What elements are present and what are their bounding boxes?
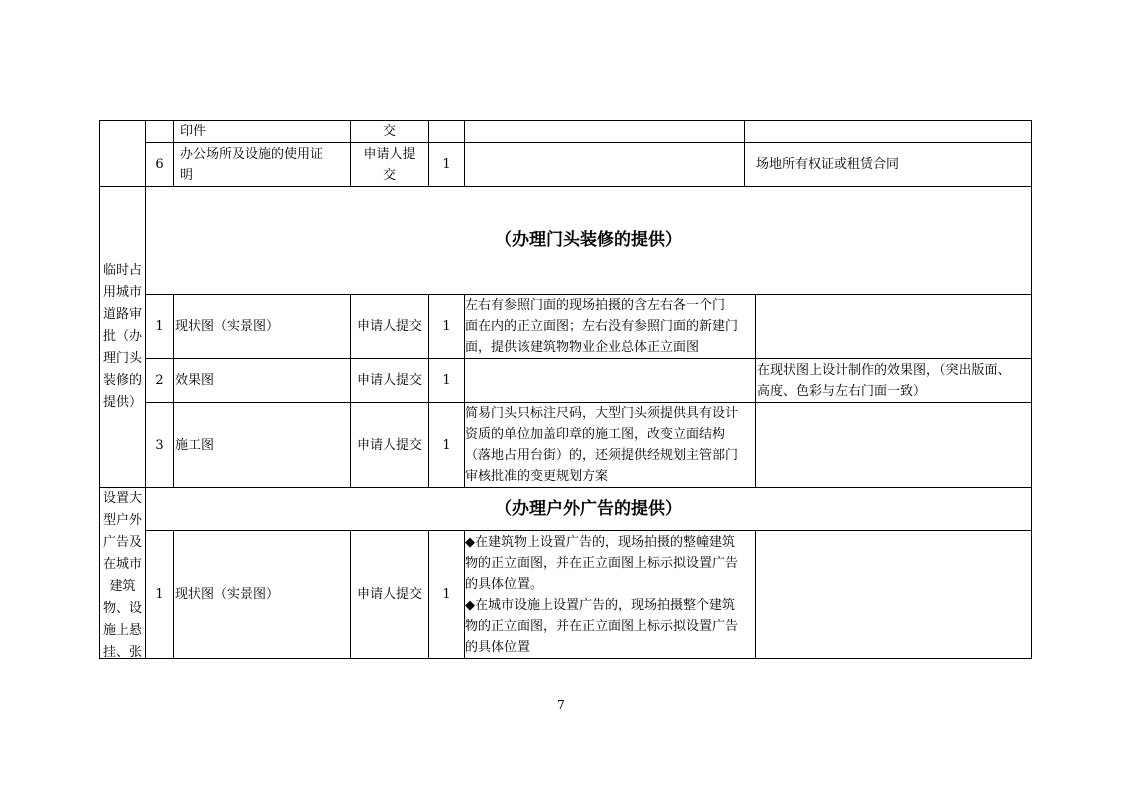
material-name: 施工图	[175, 437, 215, 453]
item-number-cell	[146, 143, 173, 186]
rule	[464, 120, 465, 186]
section-heading-cell	[146, 187, 1031, 294]
requirement-text: 简易门头只标注尺码，大型门头须提供具有设计 资质的单位加盖印章的施工图，改变立面结构 （落地占用台街）的，还须提供经规划主管部门 审核批准的变更规划方案	[465, 406, 739, 484]
note-cell	[757, 359, 1031, 402]
rule	[99, 658, 1032, 659]
material-name: 办公场所及设施的使用证 明	[180, 146, 324, 183]
submit-method: 申请人提交	[356, 373, 422, 388]
requirement-cell	[465, 295, 755, 358]
item-number: 3	[155, 437, 164, 453]
item-number-cell	[146, 403, 173, 487]
submit-method: 申请人提交	[356, 319, 422, 334]
rule	[1031, 120, 1032, 659]
page-number: 7	[557, 698, 565, 712]
note: 场地所有权证或租赁合同	[756, 157, 900, 172]
copy-count: 1	[442, 587, 451, 602]
submit-method-cell	[351, 295, 428, 358]
material-name-cell	[175, 359, 349, 402]
copy-count: 1	[442, 373, 451, 388]
submit-method-cell	[351, 531, 428, 658]
material-name-cell	[180, 121, 348, 142]
material-name: 效果图	[175, 373, 215, 388]
rule	[173, 530, 174, 658]
item-number: 6	[155, 157, 164, 172]
note-cell	[756, 143, 1030, 186]
submit-method: 申请人提交	[356, 437, 422, 453]
requirement-text: 左右有参照门面的现场拍摄的含左右各一个门 面在内的正立面图；左右没有参照门面的新建门 面，提供该建筑物物业企业总体正立面图	[465, 298, 739, 355]
copy-count: 1	[442, 437, 451, 453]
item-number: 1	[155, 587, 164, 602]
material-name: 现状图（实景图）	[175, 587, 280, 602]
submit-method: 申请人提 交	[363, 146, 416, 183]
requirement-cell	[465, 531, 755, 658]
copy-count-cell	[429, 295, 464, 358]
copy-count-cell	[429, 403, 464, 487]
requirement-cell	[465, 403, 755, 487]
copy-count-cell	[429, 359, 464, 402]
submit-method: 申请人提交	[356, 587, 422, 602]
rule	[173, 294, 174, 487]
item-number-cell	[146, 531, 173, 658]
submit-method-cell	[351, 403, 428, 487]
section-heading: （办理门头装修的提供）	[495, 230, 682, 250]
section-heading: （办理户外广告的提供）	[495, 498, 682, 519]
material-name-cell	[175, 295, 349, 358]
rule	[173, 120, 174, 186]
material-name-cell	[180, 143, 348, 186]
copy-count-cell	[429, 531, 464, 658]
rule	[744, 120, 745, 186]
material-name-cell	[175, 403, 349, 487]
rule	[755, 294, 756, 487]
item-number-cell	[146, 359, 173, 402]
note: 在现状图上设计制作的效果图，（突出版面、 高度、色彩与左右门面一致）	[757, 362, 1011, 399]
category-cell	[100, 187, 145, 487]
category-label: 临时占 用城市 道路审 批（办 理门头 装修的 提供）	[102, 263, 142, 410]
submit-method-cell	[351, 121, 428, 142]
material-name: 印件	[180, 124, 207, 139]
material-name: 现状图（实景图）	[175, 319, 280, 334]
submit-method-cell	[351, 143, 428, 186]
category-label: 设置大 型户外 广告及 在城市 建筑 物、设 施上悬 挂、张	[102, 491, 142, 660]
item-number-cell	[146, 295, 173, 358]
category-cell	[100, 488, 145, 658]
item-number: 2	[155, 373, 164, 388]
submit-method: 交	[382, 124, 396, 139]
copy-count: 1	[442, 319, 451, 334]
copy-count-cell	[429, 143, 464, 186]
rule	[755, 530, 756, 658]
section-heading-cell	[146, 488, 1031, 530]
item-number: 1	[155, 319, 164, 334]
copy-count: 1	[442, 157, 451, 172]
submit-method-cell	[351, 359, 428, 402]
material-name-cell	[175, 531, 349, 658]
requirement-text: ◆在建筑物上设置广告的，现场拍摄的整幢建筑 物的正立面图，并在正立面图上标示拟设置广告 的具体位置。 ◆在城市设施上设置广告的，现场拍摄整个建筑 物的正立面图，并在正立面图上标示拟设置广告 的具体位置	[465, 534, 739, 655]
